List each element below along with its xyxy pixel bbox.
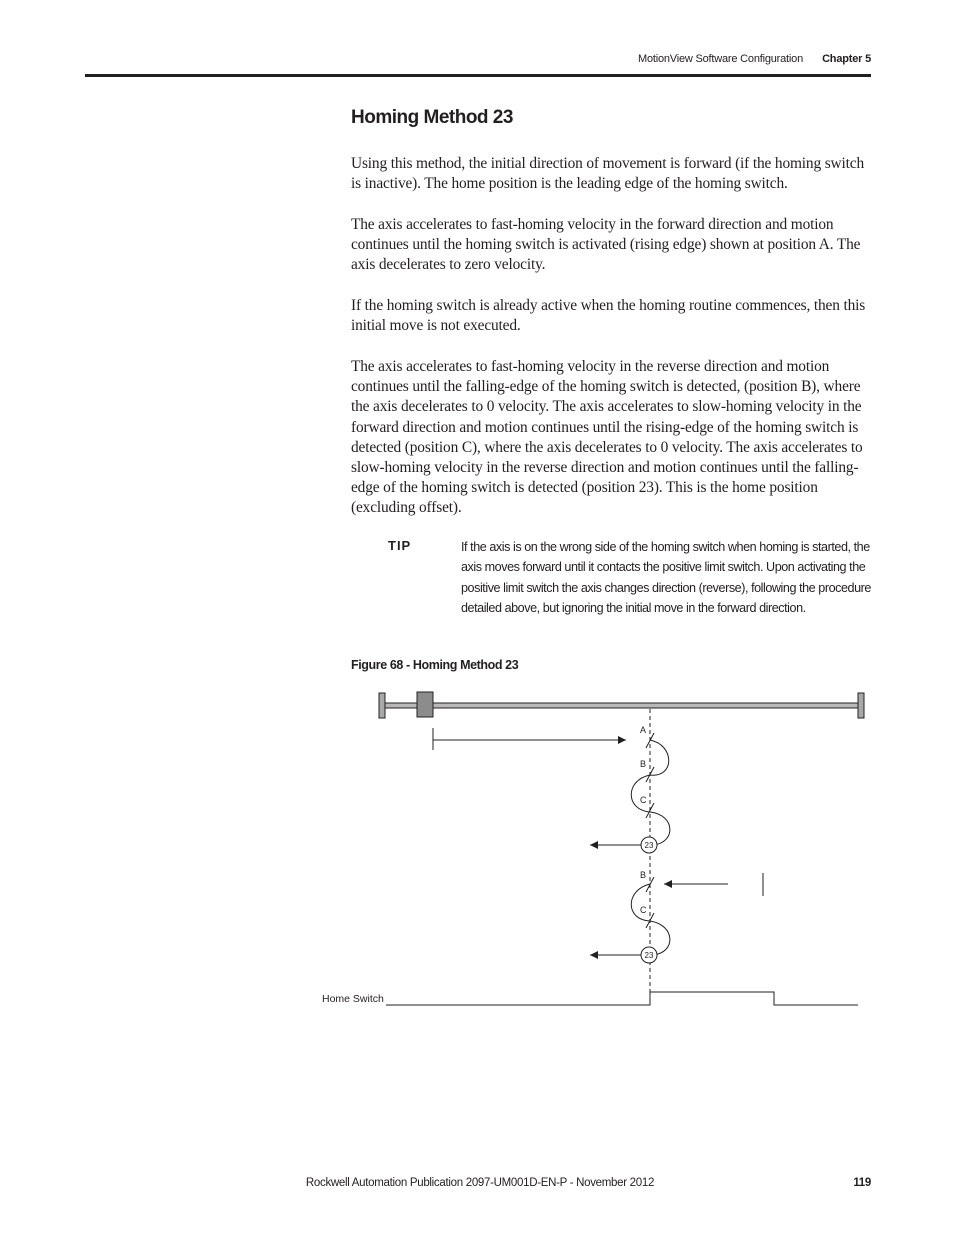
label-position-c-1: C [640,795,647,805]
axis-rail [379,693,864,718]
running-header-chapter: Chapter 5 [822,53,871,65]
homing-path-1 [433,728,670,845]
label-position-b-2: B [640,870,647,880]
figure-caption: Figure 68 - Homing Method 23 [351,658,519,672]
label-home-23-2: 23 [644,951,654,960]
paragraph-4: The axis accelerates to fast-homing velocity in the reverse direction and motion continues until the falling-edge of the homing switch is detected, (position B), where the axis decelerates to 0 velocity. The axis accelerates to slow-homing velocity in the forward direction and motion continues until the rising-edge of the homing switch is detected (position C), where the axis decelerates to 0 velocity. The axis accelerates to slow-homing velocity in the reverse direction and motion continues until the falling-edge of the homing switch is detected (position 23). This is the home position (excluding offset). [351,358,863,517]
homing-path-2 [590,873,763,955]
running-header-section: MotionView Software Configuration [637,53,803,65]
label-position-c-2: C [640,905,647,915]
label-position-b-1: B [640,759,647,769]
footer-publication: Rockwell Automation Publication 2097-UM001D-EN-P - November 2012 [305,1177,655,1189]
label-home-23-1: 23 [644,841,654,850]
home-switch-signal [386,992,858,1005]
paragraph-2: The axis accelerates to fast-homing velocity in the forward direction and motion continues until the homing switch is activated (rising edge) shown at position A. The axis decelerates to zero velocity. [351,216,861,274]
page-number: 119 [853,1177,871,1189]
paragraph-1: Using this method, the initial direction of movement is forward (if the homing switch is inactive). The home position is the leading edge of the homing switch. [351,155,865,193]
axis-carriage [417,692,433,717]
paragraph-3: If the homing switch is already active when the homing routine commences, then this initial move is not executed. [351,297,866,335]
label-home-switch: Home Switch [322,993,384,1005]
tip-text: If the axis is on the wrong side of the homing switch when homing is started, the axis moves forward until it contacts the positive limit switch. Upon activating the positive limit switch the axis changes direction (reverse), following the procedure detailed above, but ignoring the initial move in the forward direction. [461,540,871,615]
section-title: Homing Method 23 [351,107,513,128]
label-position-a: A [640,725,647,735]
tip-label: TIP [388,538,412,553]
